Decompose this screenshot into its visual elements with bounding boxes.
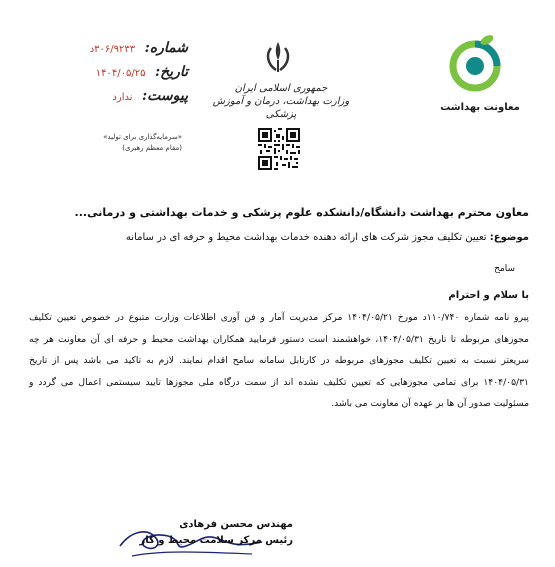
date-label: تاریخ:	[154, 64, 188, 80]
recipient-line: معاون محترم بهداشت دانشگاه/دانشکده علوم پزشکی و خدمات بهداشتی و درمانی...	[74, 206, 529, 219]
letter-body: پیرو نامه شماره ۱۱۰/۷۴۰د مورخ ۱۴۰۴/۰۵/۲۱ مرکز مدیریت آمار و فن آوری اطلاعات وزارت متبوع در خصوص تعیین تکلیف مجوزهای مربوطه تا تاریخ ۱۴۰۴/۰۵/۳۱، خواهشمند است دستور فرمایید همکاران بهداشت محیط و حرفه ای آن معاونت هر چه سریعتر نسبت به تعیین تکلیف مجوزهای مربوطه در کارتابل سامانه سامح اقدام نمایند. لازم به تاکید می باشد پس از تاریخ ۱۴۰۴/۰۵/۳۱ برای تمامی مجوزهایی که تعیین تکلیف نشده اند از سمت درگاه ملی مجوزها تایید سیستمی اعمال می گردد و مسئولیت صدور آن ها بر عهده آن معاونت می باشد.	[29, 312, 529, 409]
subject-continuation: سامح	[494, 264, 515, 274]
number-label: شماره:	[144, 40, 188, 56]
attachment-value: ندارد	[112, 92, 133, 103]
slogan-line-1: «سرمایه‌گذاری برای تولید»	[103, 133, 182, 141]
ministry-name	[206, 82, 356, 121]
slogan	[62, 132, 182, 154]
number-value: ۳۰۶/۹۲۳۳د	[89, 44, 136, 55]
ministry-line-1: جمهوری اسلامی ایران	[234, 83, 328, 94]
subject-text: تعیین تکلیف مجوز شرکت های ارائه دهنده خدمات بهداشت محیط و حرفه ای در سامانه	[125, 232, 487, 243]
letter-number-row	[58, 40, 188, 56]
signatory-name: مهندس محسن فرهادی	[179, 519, 293, 530]
letter-date-row	[58, 64, 188, 80]
logo-caption: معاونت بهداشت	[440, 102, 520, 113]
date-value: ۱۴۰۴/۰۵/۲۵	[95, 68, 146, 79]
deputy-health-logo-icon	[447, 32, 509, 94]
subject-label: موضوع:	[489, 232, 529, 243]
subject-line	[29, 232, 529, 243]
slogan-line-2: (مقام معظم رهبری)	[122, 144, 182, 152]
ministry-line-2: وزارت بهداشت، درمان و آموزش پزشکی	[212, 96, 350, 120]
attachment-row	[58, 88, 188, 104]
attachment-label: پیوست:	[142, 88, 188, 104]
qr-code-icon	[258, 128, 300, 170]
greeting: با سلام و احترام	[448, 290, 529, 301]
signatory-title: رئیس مرکز سلامت محیط و کار	[139, 535, 293, 546]
iran-emblem-icon	[262, 40, 294, 74]
